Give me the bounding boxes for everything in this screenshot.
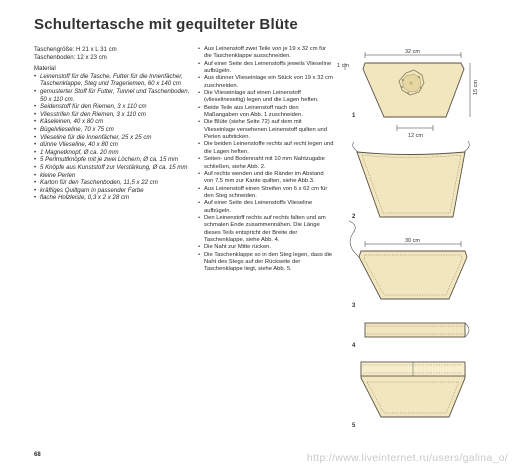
instruction-step: • Aus Leinenstoff einen Streifen von 6 x 62 cm für den Steg schneiden.: [198, 186, 334, 201]
bag-bottom-size: Taschenboden: 12 x 23 cm: [34, 53, 107, 61]
watermark-url: http://www.liveinternet.ru/users/galina_o/: [306, 452, 508, 464]
material-item: • Seidenstoff für den Riemen, 3 x 110 cm: [34, 103, 197, 111]
instruction-step: • Die Naht zur Mitte rücken.: [198, 244, 334, 251]
instruction-step: • Die beiden Leinenstoffe rechts auf recht legen und die Lagen heften.: [198, 141, 334, 156]
figure-1: [337, 49, 479, 139]
fig1-number: 1: [352, 113, 356, 119]
instruction-step: • Auf einer Seite des Leinenstoffs Vlieseline aufbügeln.: [198, 200, 334, 215]
material-heading: Material: [34, 65, 56, 73]
material-item: • 5 Perlmuttknöpfe mit je zwei Löchern, Ø ca. 15 mm: [34, 156, 197, 164]
fig3-bag-shape: [359, 251, 467, 299]
fig1-edge-label: 1 cm: [337, 63, 349, 69]
figure-2: [352, 141, 469, 220]
instruction-step: • Die Blüte (siehe Seite 72) auf dem mit Vlieseinlage versehenen Leinenstoff quilten und Perlen aufsticken.: [198, 119, 334, 141]
fig4-strip-shape: [365, 323, 465, 337]
fig3-width-label: 30 cm: [405, 238, 420, 244]
instruction-step: • Aus dünner Vlieseinlage ein Stück von 19 x 32 cm zuschneiden.: [198, 75, 334, 90]
instruction-step: • Seiten- und Bodennaht mit 10 mm Nahtzugabe schließen, siehe Abb. 2.: [198, 156, 334, 171]
page-title: Schultertasche mit gequilteter Blüte: [34, 16, 298, 33]
fig4-number: 4: [352, 343, 356, 349]
material-item: • Vlieseline für die Innenfächer, 25 x 25 cm: [34, 134, 197, 142]
material-item: • 5 Knöpfe aus Kunststoff zur Verstärkung, Ø ca. 15 mm: [34, 164, 197, 172]
pattern-diagrams: [335, 45, 512, 465]
instruction-step: • Die Taschenklappe so in den Steg legen, dass die Naht des Stegs auf der Rückseite der Taschenklappe liegt, siehe Abb. 5.: [198, 252, 334, 274]
materials-column: [34, 46, 197, 202]
bag-size: Taschengröße: H 21 x L 31 cm: [34, 46, 117, 53]
material-item: • Bügelvlieseline, 70 x 75 cm: [34, 126, 197, 134]
instruction-step: • Auf einer Seite des Leinenstoffs jeweils Vlieseline aufbügeln.: [198, 61, 334, 76]
fig3-thread: [349, 221, 359, 257]
fig2-number: 2: [352, 214, 356, 220]
material-item: • dünne Vlieseline, 40 x 80 cm: [34, 141, 197, 149]
material-item: • Karton für den Taschenboden, 11,5 x 22 cm: [34, 179, 197, 187]
material-item: • gemusterter Stoff für Futter, Tunnel und Taschenboden, 50 x 110 cm.: [34, 88, 197, 103]
material-item: • 1 Magnetknopf, Ø ca. 20 mm: [34, 149, 197, 157]
material-item: • flache Holzleiste, 0,3 x 2 x 28 cm: [34, 194, 197, 202]
material-item: • Käseleinen, 40 x 80 cm: [34, 118, 197, 126]
figure-5: [352, 362, 465, 429]
steps-list: [198, 46, 334, 274]
materials-list: [34, 73, 197, 202]
fig3-number: 3: [352, 303, 356, 309]
fig1-flower-center: [409, 81, 413, 85]
material-item: • kräftiges Quiltgarn in passender Farbe: [34, 187, 197, 195]
fig2-bag-shape: [357, 152, 465, 217]
material-item: • Leinenstoff für die Tasche, Futter für die Innenfächer, Taschenklappe, Steg und Trageriemen, 60 x 140 cm: [34, 73, 197, 88]
instruction-step: • Die Vlieseinlage auf einen Leinenstoff (vlieselineseitig) legen und die Lagen heften.: [198, 90, 334, 105]
material-item: • Vliesstrifen für den Riemen, 3 x 110 cm: [34, 111, 197, 119]
fig1-bottom-width-label: 12 cm: [408, 133, 423, 139]
fig5-number: 5: [352, 423, 356, 429]
page-number: 68: [34, 452, 41, 458]
diagram-panel: [335, 45, 512, 465]
fig1-height-label: 15 cm: [473, 80, 479, 95]
figure-3: [349, 221, 467, 309]
figure-4: [352, 323, 469, 349]
fig1-top-width-label: 32 cm: [405, 49, 420, 55]
instruction-step: • Auf rechts wenden und die Ränder im Abstand von 7,5 mm zur Kante quilten, siehe Abb.3.: [198, 171, 334, 186]
instructions-column: [198, 46, 334, 274]
instruction-step: • Aus Leinenstoff zwei Teile von je 19 x 32 cm für die Taschenklappe ausschneiden.: [198, 46, 334, 61]
material-item: • kleine Perlen: [34, 172, 197, 180]
instruction-step: • Den Leinenstoff rechts auf rechts falten und am schmalen Ende zusammennähen. Die Länge dieses Teils entspricht der Breite der Taschenklappe, siehe Abb. 4.: [198, 215, 334, 244]
instruction-step: • Beide Teile aus Leinenstoff nach den Maßangaben von Abb. 1 zuschneiden.: [198, 105, 334, 120]
